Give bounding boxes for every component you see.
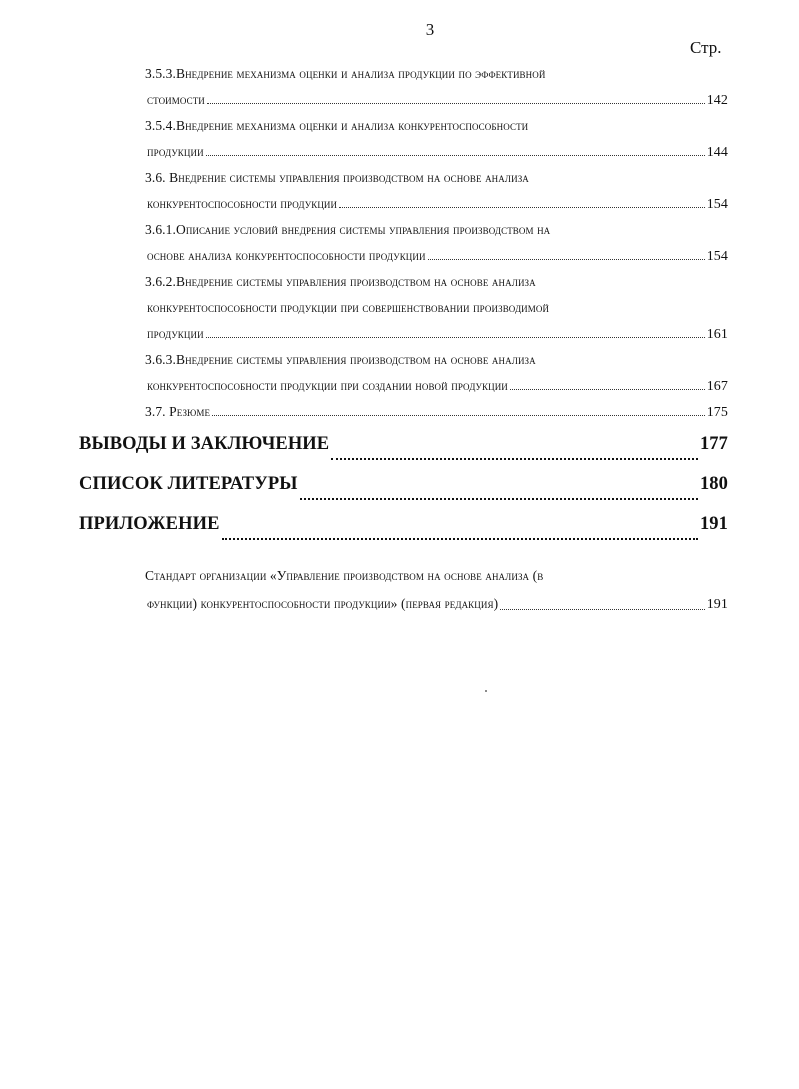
toc-page-number: 167	[706, 379, 728, 394]
dot-leader	[331, 457, 698, 460]
toc-entry-text: конкурентоспособности продукции при создании новой продукции	[147, 378, 508, 393]
toc-entry-text: 3.6.3.Внедрение системы управления производством на основе анализа	[145, 352, 536, 367]
page-column-label: Стр.	[690, 38, 722, 57]
dot-leader	[206, 154, 705, 156]
toc-entry-3-5-3[interactable]	[145, 66, 728, 118]
dot-leader	[428, 258, 705, 260]
toc-entry-3-6-1[interactable]	[145, 222, 728, 274]
toc-entry-text: ВЫВОДЫ И ЗАКЛЮЧЕНИЕ	[79, 434, 330, 454]
dot-leader	[212, 414, 705, 416]
dot-leader	[510, 388, 705, 390]
toc-entry-text: 3.7. Резюме	[145, 404, 211, 419]
toc-page-number: 154	[706, 197, 728, 212]
toc-entry-text: стоимости	[147, 92, 205, 107]
toc-entry-text: продукции	[147, 326, 204, 341]
toc-page-number: 191	[706, 597, 728, 612]
toc-entry-organization-standard[interactable]	[145, 568, 728, 624]
toc-page-number: 177	[699, 434, 728, 454]
dot-leader	[207, 102, 705, 104]
toc-entry-text: конкурентоспособности продукции при совершенствовании производимой	[147, 300, 550, 315]
toc-entry-text: функции) конкурентоспособности продукции» (первая редакция)	[147, 596, 499, 611]
toc-entry-3-6-3[interactable]	[145, 352, 728, 404]
toc-entry-text: 3.6. Внедрение системы управления производством на основе анализа	[145, 170, 529, 185]
toc-entry-text: ПРИЛОЖЕНИЕ	[79, 514, 220, 534]
toc-page-number: 191	[699, 514, 728, 534]
dot-leader	[300, 497, 698, 500]
toc-entry-text: конкурентоспособности продукции	[147, 196, 338, 211]
toc-page-number: 144	[706, 145, 728, 160]
toc-entry-text: основе анализа конкурентоспособности продукции	[147, 248, 426, 263]
toc-entry-text: 3.6.2.Внедрение системы управления производством на основе анализа	[145, 274, 536, 289]
toc-page-number: 154	[706, 249, 728, 264]
dot-leader	[206, 336, 705, 338]
scan-speck	[485, 690, 487, 692]
toc-entry-text: СПИСОК ЛИТЕРАТУРЫ	[79, 474, 298, 494]
toc-entry-text: 3.6.1.Описание условий внедрения системы управления производством на	[145, 222, 551, 237]
toc-entry-appendix[interactable]	[79, 516, 728, 556]
table-of-contents	[0, 66, 799, 624]
dot-leader	[339, 206, 705, 208]
toc-entry-references[interactable]	[79, 476, 728, 516]
toc-entry-3-6-2[interactable]	[145, 274, 728, 352]
dot-leader	[500, 608, 705, 610]
toc-entry-3-6[interactable]	[145, 170, 728, 222]
toc-entry-3-5-4[interactable]	[145, 118, 728, 170]
toc-entry-text: продукции	[147, 144, 204, 159]
toc-page-number: 180	[699, 474, 728, 494]
toc-entry-text: Стандарт организации «Управление производством на основе анализа (в	[145, 568, 544, 583]
toc-entry-text: 3.5.4.Внедрение механизма оценки и анализа конкурентоспособности	[145, 118, 529, 133]
toc-page-number: 175	[706, 405, 728, 420]
dot-leader	[222, 537, 698, 540]
toc-page-number: 142	[706, 93, 728, 108]
toc-entry-3-7[interactable]	[145, 404, 728, 430]
toc-entry-text: 3.5.3.Внедрение механизма оценки и анализа продукции по эффективной	[145, 66, 546, 81]
toc-entry-conclusions[interactable]	[79, 436, 728, 476]
page-number: 3	[425, 20, 435, 39]
toc-page-number: 161	[706, 327, 728, 342]
